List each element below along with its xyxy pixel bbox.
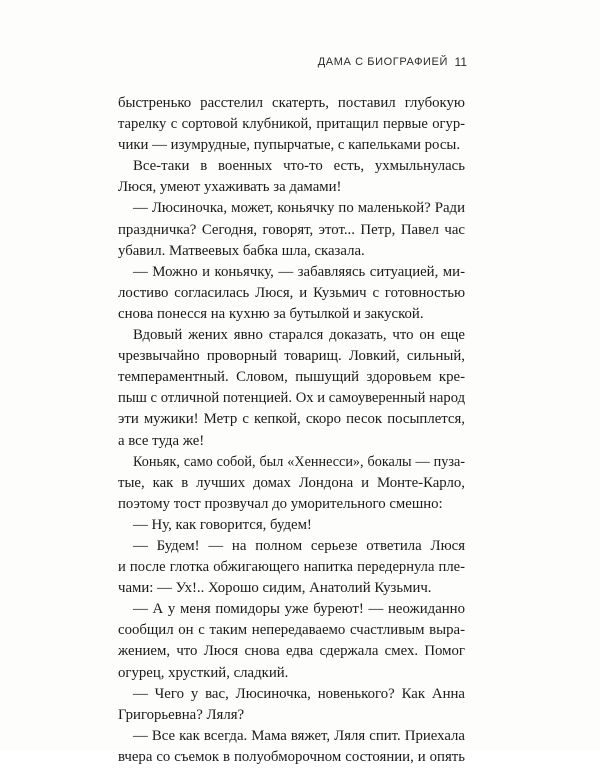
text-line: быстренько расстелил скатерть, поставил глубокую (118, 95, 465, 111)
text-line: тарелку с сортовой клубникой, притащил первые огур- (118, 116, 465, 133)
text-line: снова понесся на кухню за бутылкой и закуской. (118, 305, 424, 322)
text-line: поэтому тост прозвучал до уморительного смешно: (118, 495, 443, 512)
body-text (118, 93, 465, 768)
text-line: вчера со съемок в полуобморочном состоянии, и опять (118, 748, 465, 765)
text-line: сообщил он с таким непередаваемо счастливым выра- (118, 622, 465, 639)
text-line: Все-таки в военных что-то есть, ухмыльнулась (133, 158, 465, 175)
text-line: — Все как всегда. Мама вяжет, Ляля спит. Приехала (133, 727, 465, 744)
text-line: убавил. Матвеевых бабка шла, сказала. (118, 242, 365, 259)
text-line: Григорьевна? Ляля? (118, 706, 245, 723)
text-line: Коньяк, само собой, был «Хеннесси», бокалы — пуза- (133, 453, 465, 470)
text-line: — Люсиночка, может, коньячку по маленькой? Ради (133, 200, 465, 217)
text-line: темпераментный. Словом, пышущий здоровьем кре- (118, 369, 465, 386)
text-line: лостиво согласилась Люся, и Кузьмич с готовностью (118, 284, 465, 301)
text-line: жением, что Люся снова едва сдержала смех. Помог (118, 643, 465, 660)
text-line: чрезвычайно проворный товарищ. Ловкий, сильный, (118, 348, 465, 365)
text-line: и после глотка обжигающего напитка передернула пле- (118, 559, 465, 576)
text-line: — Чего у вас, Люсиночка, новенького? Как Анна (133, 685, 465, 702)
running-header: ДАМА С БИОГРАФИЕЙ (317, 56, 448, 68)
text-line: — Будем! — на полном серьезе ответила Люся (133, 537, 465, 554)
text-line: — Ну, как говорится, будем! (133, 516, 312, 533)
text-line: огурец, хрусткий, сладкий. (118, 664, 289, 681)
text-line: тые, как в лучших домах Лондона и Монте-Карло, (118, 474, 465, 491)
text-line: — А у меня помидоры уже буреют! — неожиданно (133, 601, 465, 618)
text-line: праздничка? Сегодня, говорят, этот... Петр, Павел час (118, 221, 465, 238)
text-line: пыш с отличной потенцией. Ох и самоуверенный народ (118, 390, 465, 407)
page-number: 11 (454, 55, 467, 69)
text-line: чами: — Ух!.. Хорошо сидим, Анатолий Кузьмич. (118, 580, 432, 597)
text-line: Люся, умеют ухаживать за дамами! (118, 179, 342, 196)
text-line: — Можно и коньячку, — забавляясь ситуацией, ми- (133, 263, 465, 280)
text-line: эти мужики! Метр с кепкой, скоро песок посыплется, (118, 411, 465, 428)
text-line: а все туда же! (118, 432, 205, 449)
text-line: чики — изумрудные, пупырчатые, с капельками росы. (118, 137, 461, 154)
text-line: Вдовый жених явно старался доказать, что он еще (133, 327, 465, 344)
